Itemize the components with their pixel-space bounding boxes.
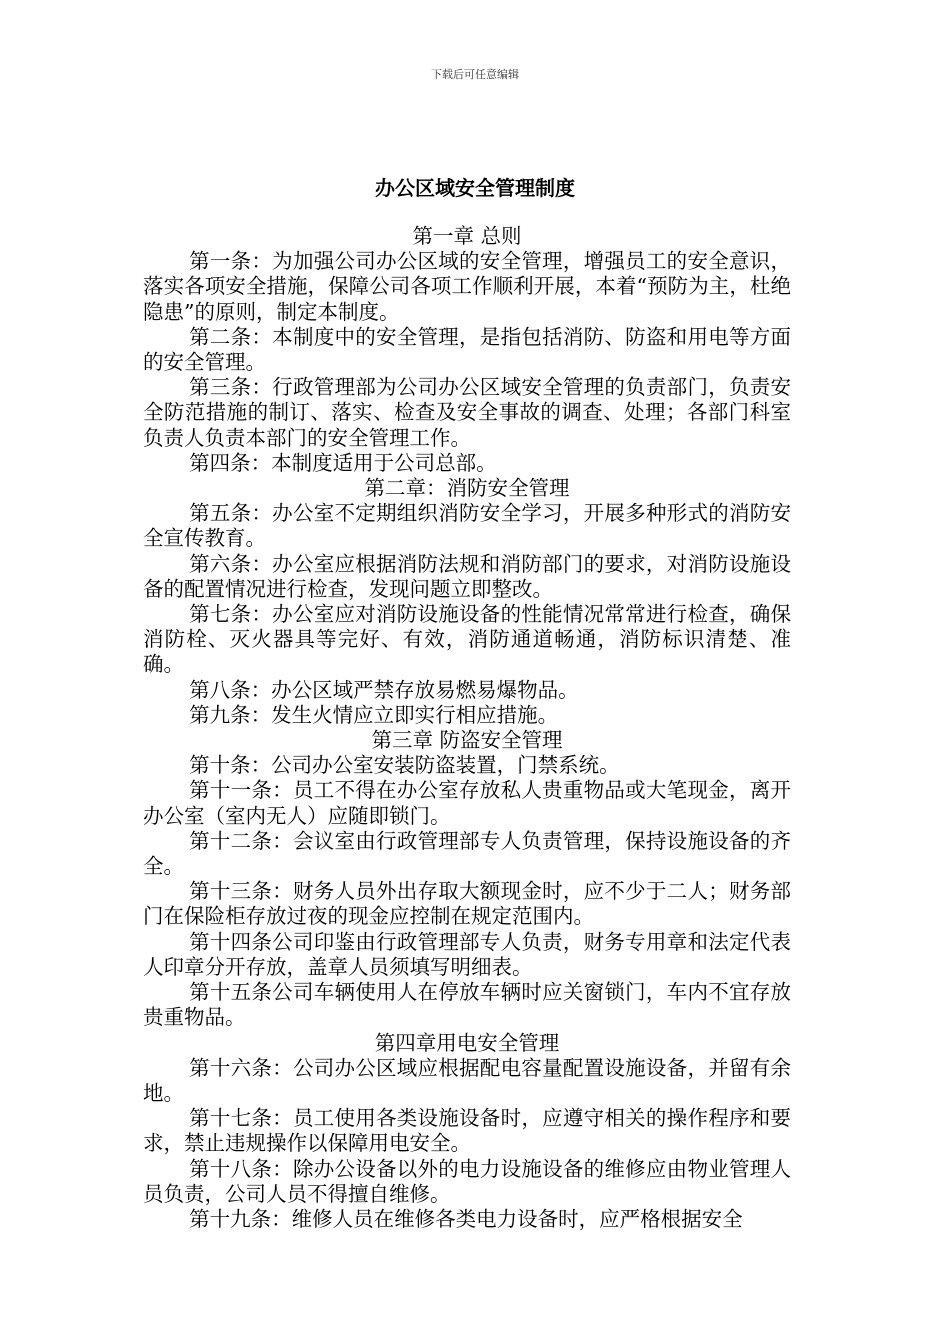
- header-note: 下载后可任意编辑: [431, 68, 519, 81]
- article-paragraph: 第八条：办公区域严禁存放易燃易爆物品。: [189, 677, 579, 702]
- article-paragraph: 第十二条：会议室由行政管理部专人负责管理，保持设施设备的齐全。: [143, 828, 791, 879]
- document-title: 办公区域安全管理制度: [375, 176, 575, 200]
- chapter-heading: 第四章用电安全管理: [374, 1030, 560, 1055]
- article-paragraph: 第三条：行政管理部为公司办公区域安全管理的负责部门，负责安全防范措施的制订、落实、检查及安全事故的调查、处理；各部门科室负责人负责本部门的安全管理工作。: [143, 375, 791, 450]
- article-paragraph: 第十八条：除办公设备以外的电力设施设备的维修应由物业管理人员负责，公司人员不得擅自维修。: [143, 1156, 791, 1206]
- document-body: [143, 224, 791, 1232]
- article-paragraph: 第六条：办公室应根据消防法规和消防部门的要求，对消防设施设备的配置情况进行检查，发现问题立即整改。: [143, 551, 791, 601]
- chapter-heading: 第二章：消防安全管理: [364, 476, 570, 501]
- article-paragraph: 第十五条公司车辆使用人在停放车辆时应关窗锁门，车内不宜存放贵重物品。: [143, 980, 791, 1030]
- article-paragraph: 第二条：本制度中的安全管理，是指包括消防、防盗和用电等方面的安全管理。: [143, 324, 791, 375]
- chapter-heading: 第三章 防盗安全管理: [371, 728, 563, 753]
- article-paragraph: 第十一条：员工不得在办公室存放私人贵重物品或大笔现金，离开办公室（室内无人）应随即锁门。: [143, 778, 791, 828]
- chapter-heading: 第一章 总则: [412, 224, 522, 248]
- article-paragraph: 第十九条：维修人员在维修各类电力设备时，应严格根据安全: [189, 1206, 743, 1231]
- article-paragraph: 第七条：办公室应对消防设施设备的性能情况常常进行检查，确保消防栓、灭火器具等完好、有效，消防通道畅通，消防标识清楚、准确。: [143, 602, 791, 677]
- article-paragraph: 第十四条公司印鉴由行政管理部专人负责，财务专用章和法定代表人印章分开存放，盖章人员须填写明细表。: [143, 929, 791, 979]
- article-paragraph: 第十条：公司办公室安装防盗装置，门禁系统。: [189, 753, 620, 778]
- article-paragraph: 第十七条：员工使用各类设施设备时，应遵守相关的操作程序和要求，禁止违规操作以保障用电安全。: [143, 1106, 791, 1156]
- article-paragraph: 第十三条：财务人员外出存取大额现金时，应不少于二人；财务部门在保险柜存放过夜的现金应控制在规定范围内。: [143, 879, 791, 929]
- article-paragraph: 第四条：本制度适用于公司总部。: [189, 450, 497, 475]
- article-paragraph: 第一条：为加强公司办公区域的安全管理，增强员工的安全意识，落实各项安全措施，保障公司各项工作顺利开展，本着“预防为主，杜绝隐患”的原则，制定本制度。: [143, 249, 791, 324]
- article-paragraph: 第五条：办公室不定期组织消防安全学习，开展多种形式的消防安全宣传教育。: [143, 501, 791, 551]
- article-paragraph: 第十六条：公司办公区域应根据配电容量配置设施设备，并留有余地。: [143, 1055, 791, 1105]
- article-paragraph: 第九条：发生火情应立即实行相应措施。: [189, 702, 559, 727]
